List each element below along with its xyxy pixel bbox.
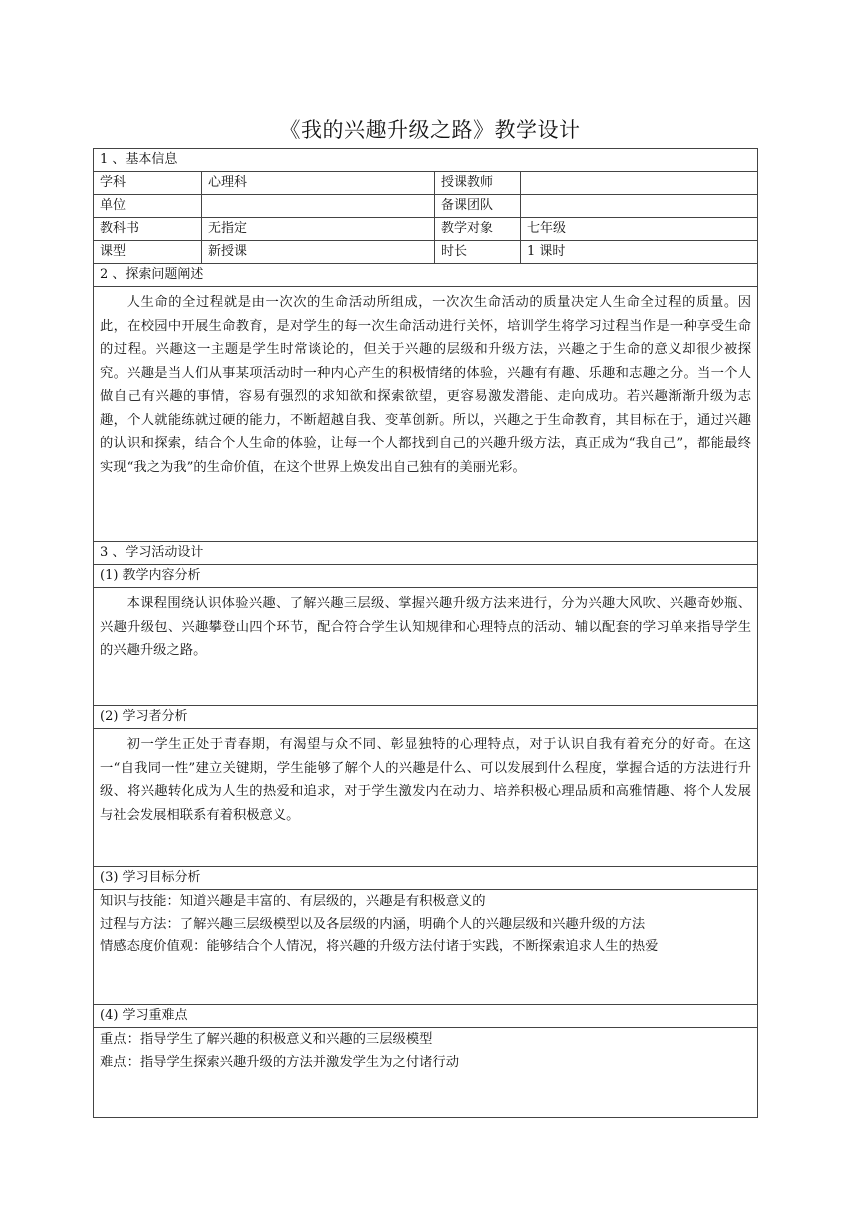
info-label: 教学对象 (435, 218, 521, 241)
info-label: 单位 (94, 195, 202, 218)
subsection-body-row (94, 1028, 758, 1118)
info-label: 时长 (435, 241, 521, 264)
info-row (94, 195, 758, 218)
objective-process: 过程与方法：了解兴趣三层级模型以及各层级的内涵，明确个人的兴趣层级和兴趣升级的方法 (100, 916, 646, 932)
subsection-heading-row (94, 1005, 758, 1028)
objective-knowledge: 知识与技能：知道兴趣是丰富的、有层级的，兴趣是有积极意义的 (100, 894, 486, 909)
info-row (94, 172, 758, 195)
objectives-heading: (3) 学习目标分析 (94, 867, 758, 890)
section-heading-row (94, 542, 758, 565)
info-label: 学科 (94, 172, 202, 195)
subsection-heading-row (94, 565, 758, 588)
section3-heading: 3 、学习活动设计 (94, 542, 758, 565)
section1-heading: 1 、基本信息 (94, 149, 758, 172)
learner-analysis-text: 初一学生正处于青春期，有渴望与众不同、彰显独特的心理特点，对于认识自我有着充分的好奇。在这一“自我同一性”建立关键期，学生能够了解个人的兴趣是什么、可以发展到什么程度，掌握合适的方法进行升级、将兴趣转化成为人生的热爱和追求，对于学生激发内在动力、培养积极心理品质和高雅情趣、将个人发展与社会发展相联系有着积极意义。 (100, 737, 752, 823)
lesson-plan-table (93, 148, 758, 1118)
subsection-heading-row (94, 706, 758, 729)
info-value: 1 课时 (521, 241, 758, 264)
section2-heading: 2 、探索问题阐述 (94, 264, 758, 287)
info-label: 教科书 (94, 218, 202, 241)
section-heading-row (94, 149, 758, 172)
subsection-body-row (94, 588, 758, 706)
content-analysis-text: 本课程围绕认识体验兴趣、了解兴趣三层级、掌握兴趣升级方法来进行，分为兴趣大风吹、兴趣奇妙瓶、兴趣升级包、兴趣攀登山四个环节，配合符合学生认知规律和心理特点的活动、辅以配套的学习单来指导学生的兴趣升级之路。 (100, 596, 752, 658)
section-body-row (94, 287, 758, 542)
key-points-heading: (4) 学习重难点 (94, 1005, 758, 1028)
info-value (202, 195, 435, 218)
info-value: 七年级 (521, 218, 758, 241)
subsection-heading-row (94, 867, 758, 890)
info-label: 授课教师 (435, 172, 521, 195)
page-title: 《我的兴趣升级之路》教学设计 (279, 118, 581, 142)
info-label: 课型 (94, 241, 202, 264)
section-heading-row (94, 264, 758, 287)
objective-attitude: 情感态度价值观：能够结合个人情况，将兴趣的升级方法付诸于实践，不断探索追求人生的热爱 (100, 939, 659, 954)
info-label: 备课团队 (435, 195, 521, 218)
learner-analysis-heading: (2) 学习者分析 (94, 706, 758, 729)
info-value: 心理科 (202, 172, 435, 195)
info-value: 无指定 (202, 218, 435, 241)
subsection-body-row (94, 890, 758, 1005)
problem-statement: 人生命的全过程就是由一次次的生命活动所组成，一次次生命活动的质量决定人生命全过程的质量。因此，在校园中开展生命教育，是对学生的每一次生命活动进行关怀，培训学生将学习过程当作是一种享受生命的过程。兴趣这一主题是学生时常谈论的，但关于兴趣的层级和升级方法，兴趣之于生命的意义却很少被探究。兴趣是当人们从事某项活动时一种内心产生的积极情绪的体验，兴趣有有趣、乐趣和志趣之分。当一个人做自己有兴趣的事情，容易有强烈的求知欲和探索欲望，更容易激发潜能、走向成功。若兴趣渐渐升级为志趣，个人就能练就过硬的能力，不断超越自我、变革创新。所以，兴趣之于生命教育，其目标在于，通过兴趣的认识和探索，结合个人生命的体验，让每一个人都找到自己的兴趣升级方法，真正成为“我自己”，都能最终实现“我之为我”的生命价值，在这个世界上焕发出自己独有的美丽光彩。 (100, 295, 752, 475)
content-analysis-heading: (1) 教学内容分析 (94, 565, 758, 588)
key-point: 重点：指导学生了解兴趣的积极意义和兴趣的三层级模型 (100, 1032, 433, 1047)
info-row (94, 241, 758, 264)
info-value: 新授课 (202, 241, 435, 264)
subsection-body-row (94, 729, 758, 867)
info-row (94, 218, 758, 241)
info-value (521, 195, 758, 218)
difficult-point: 难点：指导学生探索兴趣升级的方法并激发学生为之付诸行动 (100, 1054, 460, 1070)
info-value (521, 172, 758, 195)
